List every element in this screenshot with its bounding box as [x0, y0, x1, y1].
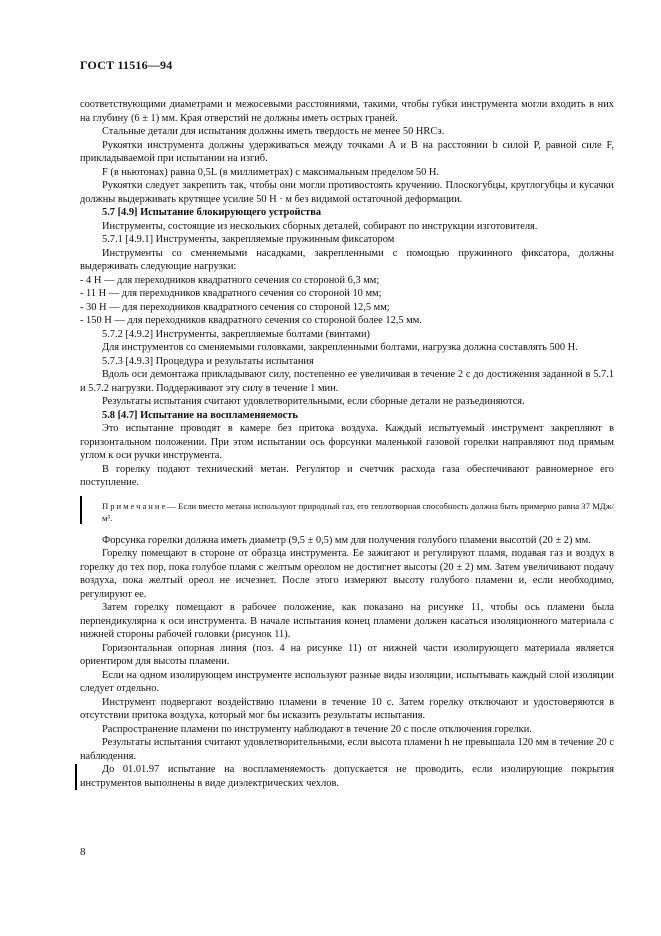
- paragraph: Результаты испытания считают удовлетворительными, если сборные детали не разъединяются.: [102, 396, 525, 407]
- section-heading: 5.8 [4.7] Испытание на воспламеняемость: [102, 409, 298, 421]
- paragraph: Для инструментов со сменяемыми головками, закрепленными болтами, нагрузка должна составлять 500 Н.: [102, 342, 578, 353]
- page-number: 8: [80, 846, 86, 858]
- text-block-1: [80, 98, 614, 490]
- change-bar: [75, 764, 77, 790]
- document-page: [80, 58, 614, 790]
- document-header: ГОСТ 11516—94: [80, 58, 173, 72]
- paragraph: - 150 Н — для переходников квадратного сечения со стороной более 12,5 мм.: [80, 315, 422, 326]
- paragraph: Затем горелку помещают в рабочее положение, как показано на рисунке 11, чтобы ось пламени была перпендикулярна к оси инструмента. В начале испытания конец пламени должен касаться изоляционного материала с нижней стороны рабочей головки (рисунок 11).: [80, 602, 614, 640]
- paragraph: Вдоль оси демонтажа прикладывают силу, постепенно ее увеличивая в течение 2 с до достижения заданной в 5.7.1 и 5.7.2 нагрузки. Поддерживают эту силу в течение 1 мин.: [80, 369, 614, 394]
- paragraph: - 30 Н — для переходников квадратного сечения со стороной 12,5 мм;: [80, 301, 390, 313]
- paragraph: 5.7.1 [4.9.1] Инструменты, закрепляемые пружинным фиксатором: [102, 234, 395, 245]
- text-block-2: [80, 534, 614, 764]
- section-heading: 5.7 [4.9] Испытание блокирующего устройства: [102, 207, 322, 218]
- paragraph: Рукоятки инструмента должны удерживаться между точками A и B на расстоянии b силой P, равной силе F, прикладываемой при испытании на изгиб.: [80, 139, 614, 164]
- paragraph: Рукоятки следует закрепить так, чтобы они могли противостоять кручению. Плоскогубцы, круглогубцы и кусачки должны выдерживать крутящее усилие 50 Н · м без видимой остаточной деформации.: [80, 180, 614, 205]
- note: [80, 500, 614, 524]
- change-bar: [80, 496, 82, 524]
- paragraph: F (в ньютонах) равна 0,5L (в миллиметрах) с максимальным пределом 50 Н.: [102, 166, 439, 178]
- paragraph: 5.7.2 [4.9.2] Инструменты, закрепляемые болтами (винтами): [102, 328, 370, 340]
- paragraph: Стальные детали для испытания должны иметь твердость не менее 50 HRCэ.: [102, 126, 445, 137]
- paragraph: Инструменты, состоящие из нескольких сборных деталей, собирают по инструкции изготовителя.: [102, 220, 538, 232]
- paragraph: Это испытание проводят в камере без притока воздуха. Каждый испытуемый инструмент закрепляют в горизонтальном положении. При этом испытании ось форсунки маленькой газовой горелки направляют под прямым углом к оси ручки инструмента.: [80, 423, 614, 461]
- note-text: — Если вместо метана используют природный газ, его теплотворная способность должна быть примерно равна 37 МДж/м³.: [102, 500, 614, 523]
- paragraph: соответствующими диаметрами и межосевыми расстояниями, такими, чтобы губки инструмента могли входить в них на глубину (6 ± 1) мм. Края отверстий не должны иметь острых граней.: [80, 99, 614, 124]
- paragraph: Горелку помещают в стороне от образца инструмента. Ее зажигают и регулируют пламя, подавая газ и воздух в горелку до тех пор, пока голубое пламя с желтым ореолом не достигнет высоты (20 ± 2) мм. Затем увеличивают подачу воздуха, пока желтый ореол не исчезнет. После этого измеряют высоту голубого пламени и, если необходимо, регулируют ее.: [80, 548, 614, 600]
- paragraph: 5.7.3 [4.9.3] Процедура и результаты испытания: [102, 355, 314, 367]
- final-paragraph-wrap: [80, 763, 614, 790]
- paragraph: - 11 Н — для переходников квадратного сечения со стороной 10 мм;: [80, 288, 382, 299]
- paragraph: Распространение пламени по инструменту наблюдают в течение 20 с после отключения горелки.: [102, 723, 532, 735]
- note-label: Примечание: [102, 500, 168, 511]
- paragraph: В горелку подают технический метан. Регулятор и счетчик расхода газа обеспечивают равномерное его поступление.: [80, 463, 614, 488]
- paragraph: Форсунка горелки должна иметь диаметр (9,5 ± 0,5) мм для получения голубого пламени высотой (20 ± 2) мм.: [102, 534, 591, 546]
- paragraph: Горизонтальная опорная линия (поз. 4 на рисунке 11) от нижней части изолирующего материала является ориентиром для высоты пламени.: [80, 642, 614, 667]
- paragraph: Инструмент подвергают воздействию пламени в течение 10 с. Затем горелку отключают и удостоверяются в отсутствии притока воздуха, который мог бы исказить результаты испытания.: [80, 696, 614, 721]
- paragraph: Инструменты со сменяемыми насадками, закрепленными с помощью пружинного фиксатора, должны выдерживать следующие нагрузки:: [80, 247, 614, 272]
- final-paragraph: До 01.01.97 испытание на воспламеняемость допускается не проводить, если изолирующие покрытия инструментов выполнены в виде диэлектрических чехлов.: [80, 764, 614, 789]
- paragraph: - 4 Н — для переходников квадратного сечения со стороной 6,3 мм;: [80, 274, 380, 286]
- paragraph: Если на одном изолирующем инструменте используют разные виды изоляции, испытывать каждый слой изоляции следует отдельно.: [80, 669, 614, 694]
- paragraph: Результаты испытания считают удовлетворительными, если высота пламени h не превышала 120 мм в течение 20 с наблюдения.: [80, 737, 614, 762]
